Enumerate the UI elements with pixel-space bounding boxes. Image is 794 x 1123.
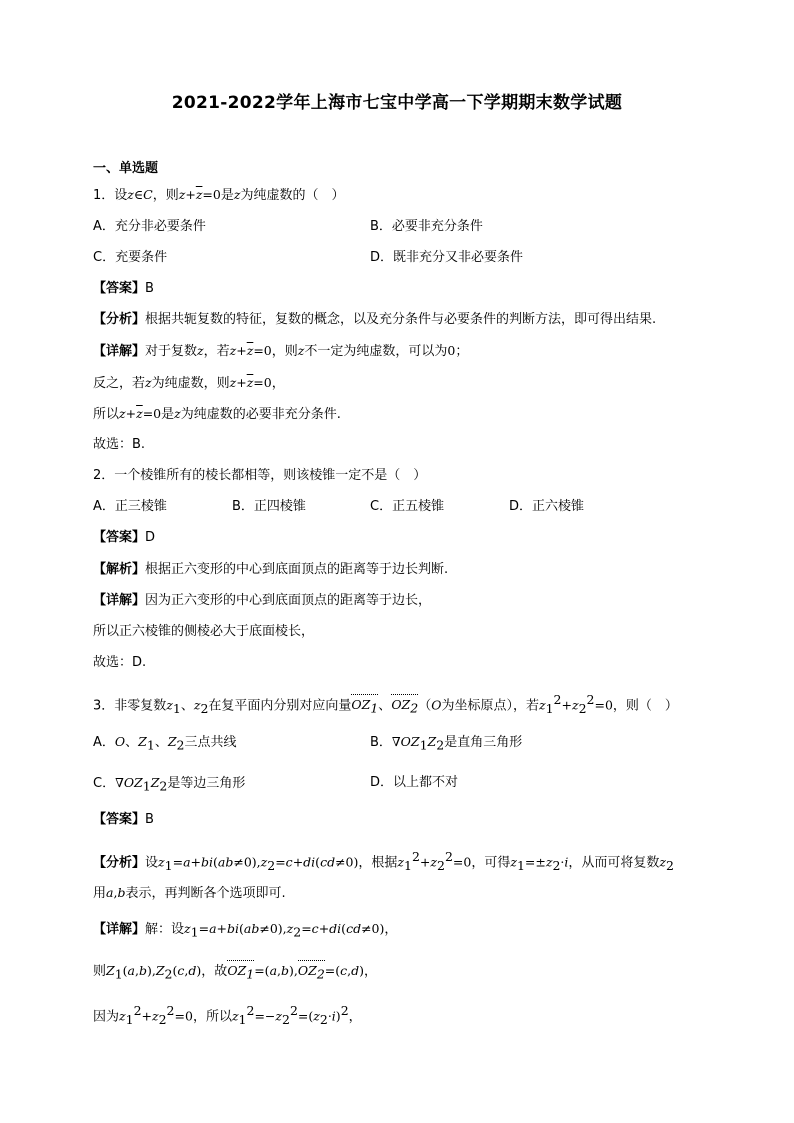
- q3-detail-3: 因为$z_1^2+z_2^2=0$，所以$z_1^2=-z_2^2=(z_2\cdot i)^2$，: [93, 1003, 362, 1027]
- q1-detail-1: 【详解】对于复数z，若$z+\overline{z}=0$，则z不一定为纯虚数，可以为0；: [93, 343, 469, 359]
- q3-analysis-1: 【分析】设$z_1=a+bi(ab\ne 0),z_2=c+di(cd\ne 0)$，根据$z_1^2+z_2^2=0$，可得$z_1=\pm z_2\cdot i$，从而可将复数$z_2$: [93, 849, 674, 873]
- q1-stem: 1．设z∈C，则$z+\overline{z}=0$是z为纯虚数的（ ）: [93, 187, 345, 203]
- q1-detail-2: 反之，若z为纯虚数，则$z+\overline{z}=0$，: [93, 375, 285, 391]
- q2-conclusion: 故选：D.: [93, 655, 147, 670]
- q1-option-a: A．充分非必要条件: [93, 219, 206, 234]
- q3-detail-2: 则$Z_1(a,b),Z_2(c,d)$，故$OZ_1=(a,b),OZ_2=(c,d)$，: [93, 963, 378, 982]
- q2-analysis: 【解析】根据正六变形的中心到底面顶点的距离等于边长判断.: [93, 562, 449, 577]
- q2-option-d: D．正六棱锥: [509, 499, 585, 514]
- q2-answer: 【答案】D: [93, 530, 156, 545]
- q2-detail-1: 【详解】因为正六变形的中心到底面顶点的距离等于边长，: [93, 593, 432, 608]
- q1-answer: 【答案】B: [93, 281, 154, 296]
- section-heading: 一、单选题: [93, 161, 159, 176]
- q1-analysis: 【分析】根据共轭复数的特征，复数的概念，以及充分条件与必要条件的判断方法，即可得出结果.: [93, 312, 657, 327]
- q3-detail-1: 【详解】解：设$z_1=a+bi(ab\ne 0),z_2=c+di(cd\ne 0)$，: [93, 921, 398, 940]
- q2-option-b: B．正四棱锥: [232, 499, 306, 514]
- q1-option-b: B．必要非充分条件: [370, 219, 483, 234]
- q2-option-a: A．正三棱锥: [93, 499, 167, 514]
- q1-conclusion: 故选：B.: [93, 437, 146, 452]
- q1-option-d: D．既非充分又非必要条件: [370, 250, 524, 265]
- q1-detail-3: 所以$z+\overline{z}=0$是z为纯虚数的必要非充分条件.: [93, 406, 341, 422]
- q3-option-a: A．O、$Z_1$、$Z_2$三点共线: [93, 734, 237, 753]
- q2-stem: 2．一个棱锥所有的棱长都相等，则该棱锥一定不是（ ）: [93, 468, 427, 483]
- q3-option-d: D．以上都不对: [370, 775, 459, 790]
- q2-detail-2: 所以正六棱锥的侧棱必大于底面棱长，: [93, 624, 315, 639]
- q2-option-c: C．正五棱锥: [370, 499, 445, 514]
- q1-option-c: C．充要条件: [93, 250, 168, 265]
- q3-stem: 3．非零复数$z_1$、$z_2$在复平面内分别对应向量$OZ_1$、$OZ_2(O$为坐标原点），若$z_1^2+z_2^2=0$，则（ ）: [93, 692, 678, 716]
- page-title: 2021-2022学年上海市七宝中学高一下学期期末数学试题: [171, 93, 623, 113]
- q3-analysis-2: 用a,b表示，再判断各个选项即可.: [93, 885, 286, 901]
- q3-option-c: C．$\nabla OZ_1Z_2$是等边三角形: [93, 775, 246, 794]
- q3-option-b: B．$\nabla OZ_1Z_2$是直角三角形: [370, 734, 523, 753]
- q3-answer: 【答案】B: [93, 812, 154, 827]
